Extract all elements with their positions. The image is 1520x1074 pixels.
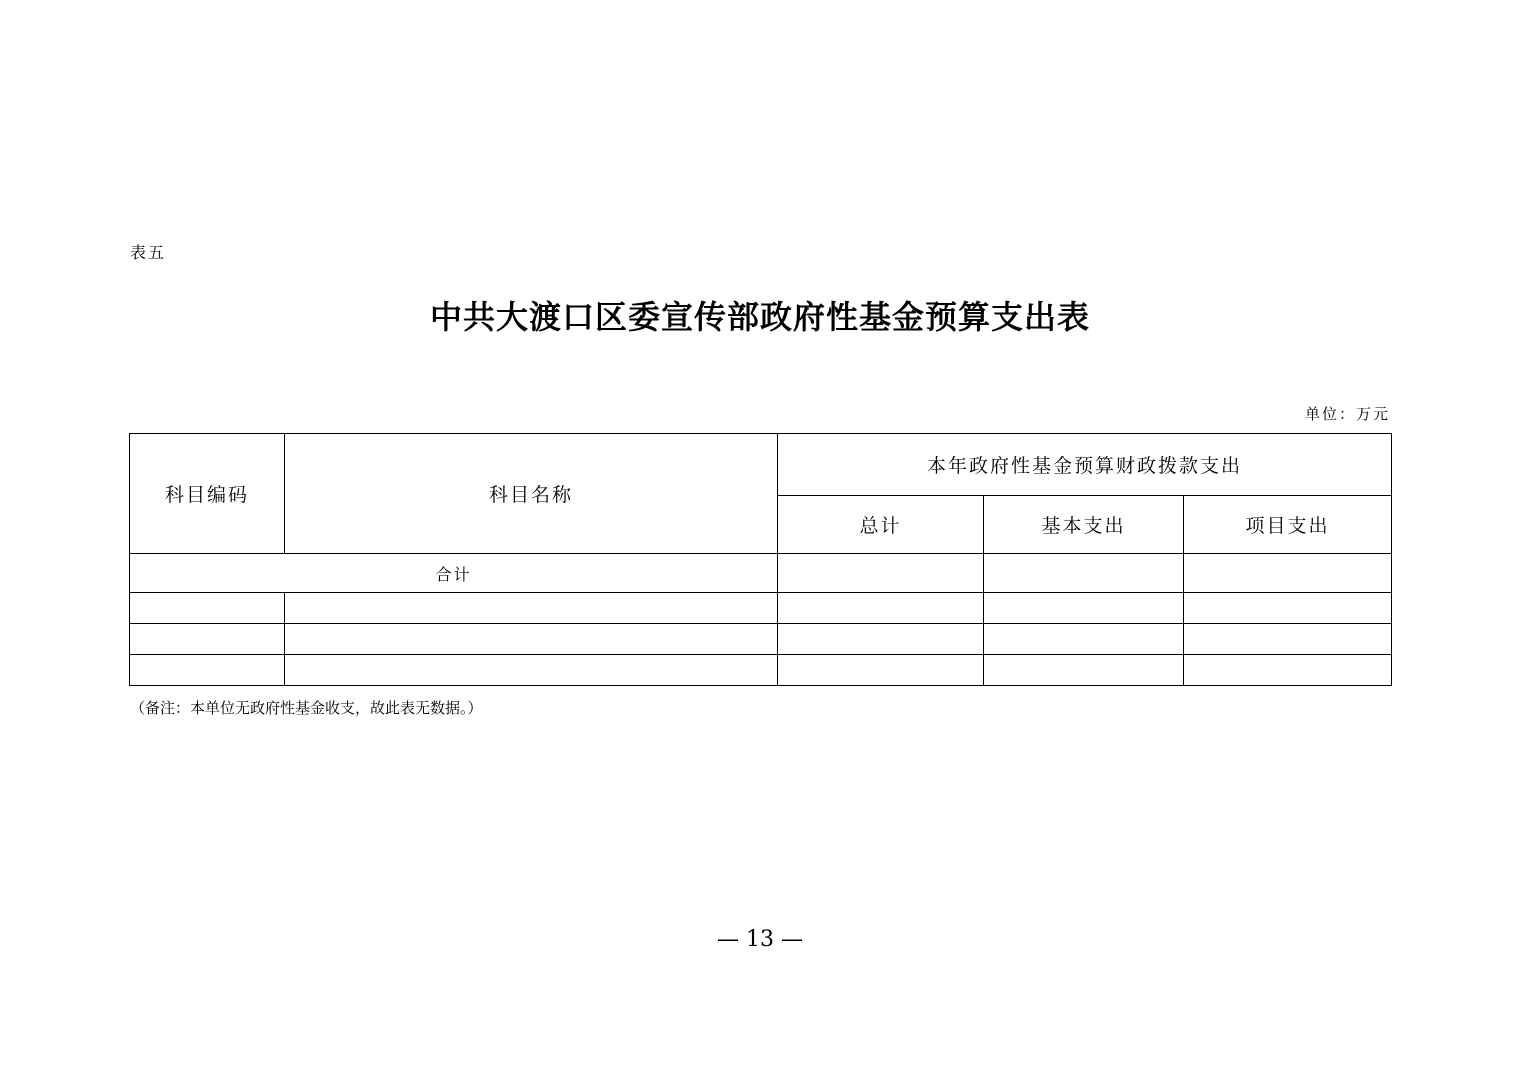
header-code: 科目编码 bbox=[130, 434, 285, 554]
total-label: 合计 bbox=[130, 554, 778, 593]
table-row bbox=[130, 655, 1392, 686]
total-project-cell bbox=[1184, 554, 1392, 593]
budget-table bbox=[129, 433, 1392, 686]
total-cell bbox=[778, 624, 984, 655]
header-name: 科目名称 bbox=[285, 434, 778, 554]
header-row bbox=[130, 434, 1392, 496]
header-group: 本年政府性基金预算财政拨款支出 bbox=[778, 434, 1392, 496]
table-row bbox=[130, 593, 1392, 624]
name-cell bbox=[285, 624, 778, 655]
header-total: 总计 bbox=[778, 496, 984, 554]
basic-cell bbox=[984, 593, 1184, 624]
name-cell bbox=[285, 655, 778, 686]
code-cell bbox=[130, 655, 285, 686]
code-cell bbox=[130, 624, 285, 655]
total-basic-cell bbox=[984, 554, 1184, 593]
project-cell bbox=[1184, 655, 1392, 686]
table-note: （备注：本单位无政府性基金收支，故此表无数据。） bbox=[130, 699, 483, 717]
header-project: 项目支出 bbox=[1184, 496, 1392, 554]
total-cell bbox=[778, 655, 984, 686]
project-cell bbox=[1184, 593, 1392, 624]
total-cell bbox=[778, 554, 984, 593]
header-basic: 基本支出 bbox=[984, 496, 1184, 554]
page-title: 中共大渡口区委宣传部政府性基金预算支出表 bbox=[429, 298, 1090, 336]
table-row bbox=[130, 624, 1392, 655]
unit-label: 单位：万元 bbox=[1304, 405, 1390, 423]
total-row bbox=[130, 554, 1392, 593]
page-number: — 13 — bbox=[717, 927, 803, 952]
total-cell bbox=[778, 593, 984, 624]
basic-cell bbox=[984, 624, 1184, 655]
project-cell bbox=[1184, 624, 1392, 655]
code-cell bbox=[130, 593, 285, 624]
basic-cell bbox=[984, 655, 1184, 686]
table-label: 表五 bbox=[130, 243, 167, 262]
name-cell bbox=[285, 593, 778, 624]
